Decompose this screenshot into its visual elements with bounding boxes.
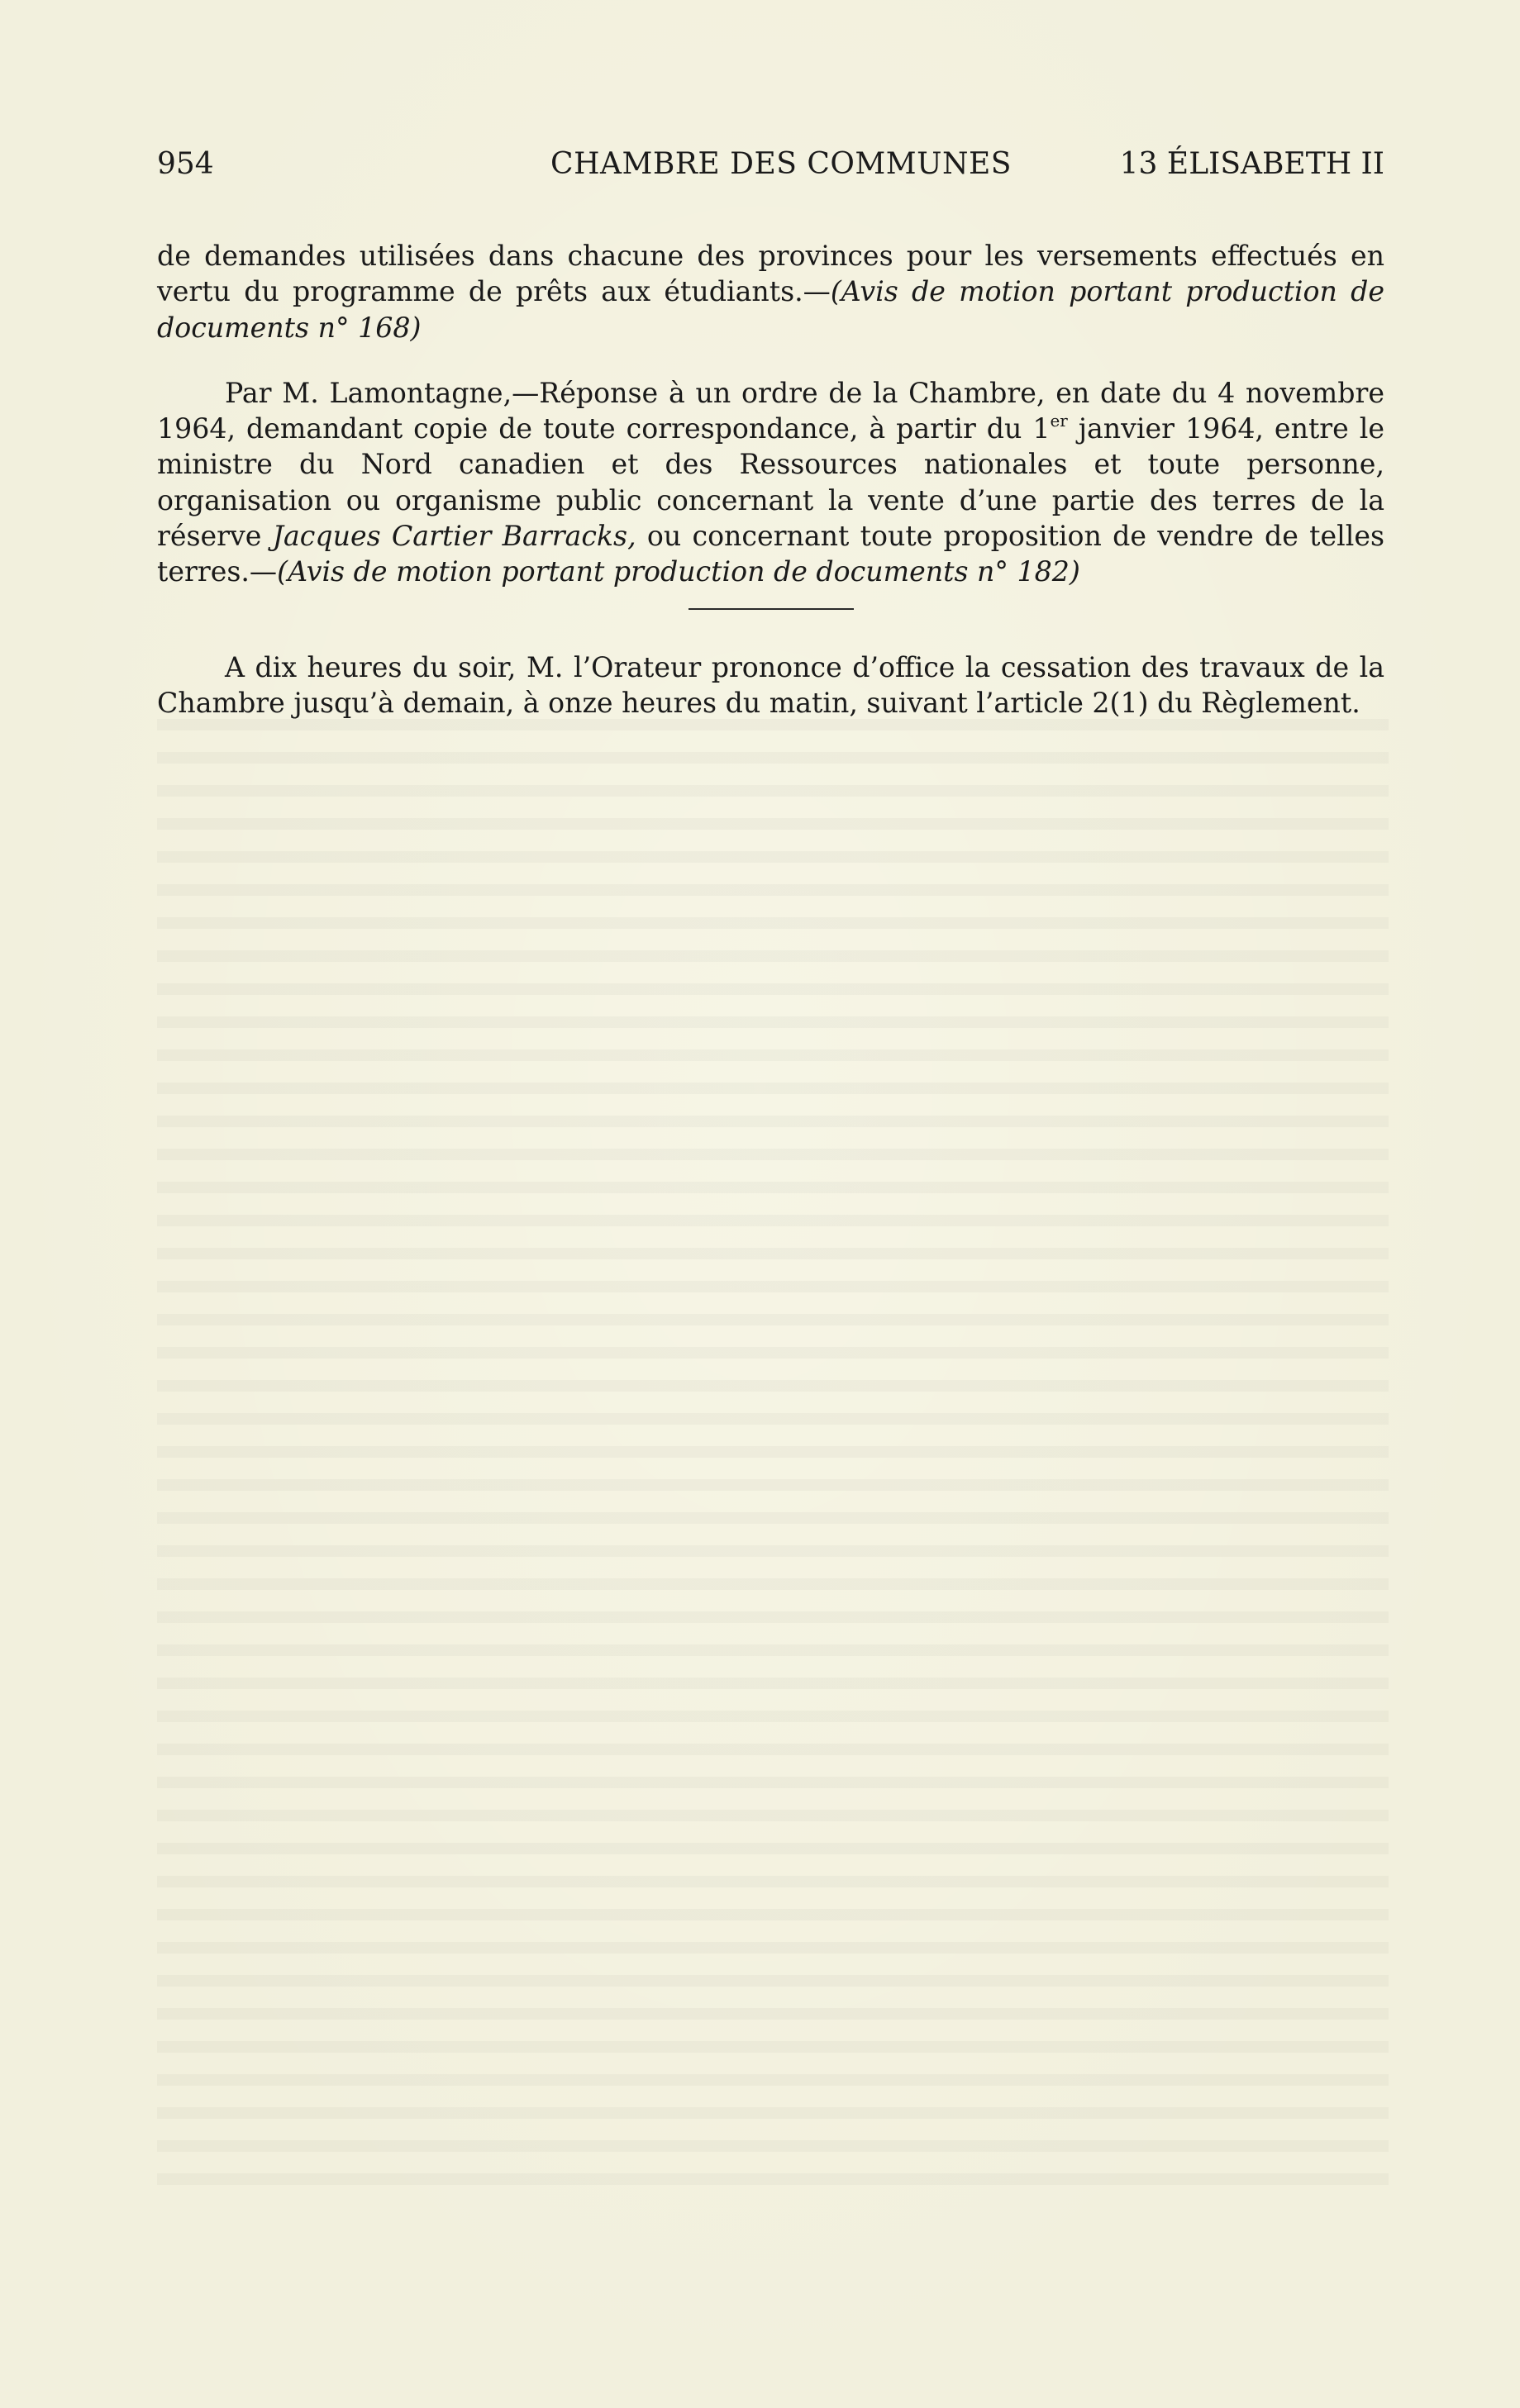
paragraph-continuation [157, 238, 1384, 345]
body-text [157, 238, 1384, 721]
paragraph-2-place: Jacques Cartier Barracks, [272, 520, 636, 553]
regnal-year: 13 ÉLISABETH II [1119, 147, 1384, 181]
section-divider [689, 608, 854, 610]
paragraph-adjournment [157, 650, 1384, 721]
header-title: CHAMBRE DES COMMUNES [550, 147, 1012, 181]
page-number: 954 [157, 147, 214, 181]
paragraph-2-lead: Par M. Lamontagne,—Réponse à un ordre de la Chambre, en date du 4 novembre 1964, demandant copie de toute correspondance, à partir du 1 [157, 376, 1384, 445]
paragraph-3-text: A dix heures du soir, M. l’Orateur prononce d’office la cessation des travaux de la Chambre jusqu’à demain, à onze heures du matin, suivant l’article 2(1) du Règlement. [157, 650, 1384, 719]
paragraph-2-middle: janvier 1964, entre le ministre du Nord canadien et des Ressources nationales et toute personne, organisation ou organisme public concernant la vente d’une partie des terres de la réserve [157, 412, 1385, 553]
paragraph-1-note: (Avis de motion portant production de documents n° 168) [157, 275, 1384, 344]
running-header [157, 147, 1384, 188]
paragraph-lamontagne [157, 375, 1384, 590]
paragraph-1-text: de demandes utilisées dans chacune des provinces pour les versements effectués en vertu du programme de prêts aux étudiants.— [157, 240, 1384, 308]
paragraph-2-superscript: er [1050, 412, 1068, 431]
paragraph-2-tail: ou concernant toute proposition de vendre de telles terres.— [157, 520, 1384, 588]
show-through-texture [157, 719, 1389, 2206]
paragraph-2-note: (Avis de motion portant production de documents n° 182) [277, 555, 1080, 588]
